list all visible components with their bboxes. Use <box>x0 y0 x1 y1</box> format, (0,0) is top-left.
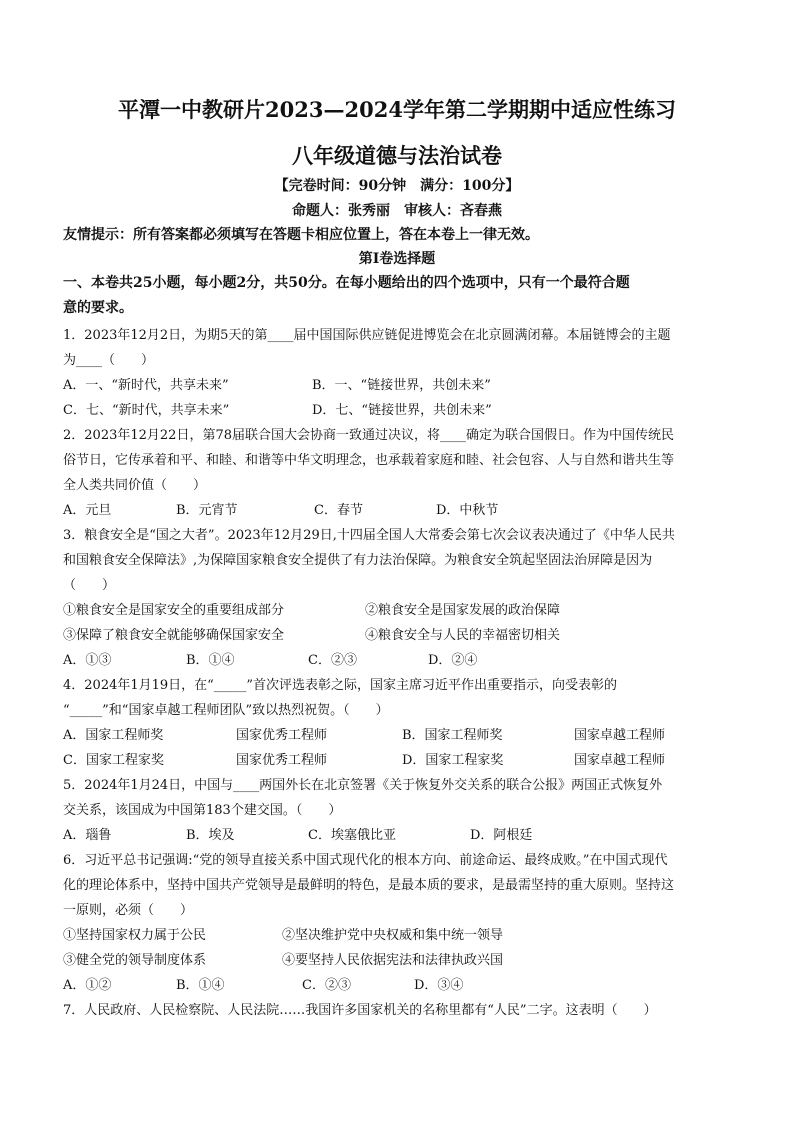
section-title: 第Ⅰ卷选择题 <box>358 251 436 267</box>
question-5-option-d: D．阿根廷 <box>470 828 533 843</box>
question-6-statement-1: ①坚持国家权力属于公民 <box>63 928 207 943</box>
exam-authors: 命题人：张秀丽 审核人：吝春燕 <box>292 203 502 219</box>
question-5-option-c: C．埃塞俄比亚 <box>308 828 396 843</box>
question-1-option-d: D．七、“链接世界，共创未来” <box>312 403 492 418</box>
question-4-option-d-2: 国家卓越工程师 <box>574 753 666 768</box>
question-4-line-2: “_____”和“国家卓越工程师团队”致以热烈祝贺。（ ） <box>63 703 389 718</box>
question-2-option-d: D．中秋节 <box>436 503 499 518</box>
question-1-line-1: 1．2023年12月2日，为期5天的第____届中国国际供应链促进博览会在北京圆满闭幕。本届链博会的主题 <box>63 328 671 343</box>
question-4-line-1: 4．2024年1月19日，在“_____”首次评选表彰之际，国家主席习近平作出重要指示，向受表彰的 <box>63 678 617 693</box>
question-2-line-1: 2．2023年12月22日，第78届联合国大会协商一致通过决议，将____确定为联合国假日。作为中国传统民 <box>63 428 674 443</box>
question-4-option-b-1: B．国家工程师奖 <box>402 728 503 743</box>
question-6-line-3: 一原则，必须（ ） <box>63 903 194 918</box>
question-5-line-2: 交关系，该国成为中国第183个建交国。（ ） <box>63 803 342 818</box>
question-6-line-2: 化的理论体系中，坚持中国共产党领导是最鲜明的特色，是最本质的要求，是最需坚持的重大原则。坚持这 <box>63 878 675 893</box>
question-2-option-b: B．元宵节 <box>176 503 238 518</box>
question-5-line-1: 5．2024年1月24日，中国与____两国外长在北京签署《关于恢复外交关系的联合公报》两国正式恢复外 <box>63 778 663 793</box>
question-3-statement-3: ③保障了粮食安全就能够确保国家安全 <box>63 628 285 643</box>
question-4-option-b-2: 国家卓越工程师 <box>574 728 666 743</box>
question-5-option-a: A．瑙鲁 <box>63 828 112 843</box>
question-4-option-c-2: 国家优秀工程师 <box>236 753 328 768</box>
question-1-line-2: 为____（ ） <box>63 353 155 368</box>
question-6-statement-3: ③健全党的领导制度体系 <box>63 953 207 968</box>
question-3-option-a: A．①③ <box>63 653 112 668</box>
question-3-statement-1: ①粮食安全是国家安全的重要组成部分 <box>63 603 285 618</box>
question-7-line-1: 7．人民政府、人民检察院、人民法院……我国许多国家机关的名称里都有“人民”二字。这表明（ ） <box>63 1003 657 1018</box>
instructions-line-2: 意的要求。 <box>63 300 133 316</box>
question-1-option-a: A．一、“新时代，共享未来” <box>63 378 229 393</box>
question-1-option-c: C．七、“新时代，共享未来” <box>63 403 230 418</box>
question-2-option-c: C．春节 <box>314 503 363 518</box>
question-6-option-a: A．①② <box>63 978 112 993</box>
question-4-option-c-1: C．国家工程家奖 <box>63 753 164 768</box>
question-4-option-a-2: 国家优秀工程师 <box>236 728 328 743</box>
question-2-option-a: A．元旦 <box>63 503 112 518</box>
question-3-line-2: 和国粮食安全保障法》,为保障国家粮食安全提供了有力法治保障。为粮食安全筑起坚固法治屏障是因为 <box>63 553 653 568</box>
question-6-option-b: B．①④ <box>176 978 225 993</box>
question-4-option-a-1: A．国家工程师奖 <box>63 728 164 743</box>
question-6-statement-2: ②坚决维护党中央权威和集中统一领导 <box>282 928 504 943</box>
question-6-statement-4: ④要坚持人民依据宪法和法律执政兴国 <box>282 953 504 968</box>
question-3-line-1: 3．粮食安全是“国之大者”。2023年12月29日,十四届全国人大常委会第七次会议表决通过了《中华人民共 <box>63 528 675 543</box>
question-6-line-1: 6．习近平总书记强调:“党的领导直接关系中国式现代化的根本方向、前途命运、最终成败。”在中国式现代 <box>63 853 668 868</box>
question-6-option-c: C．②③ <box>302 978 351 993</box>
notice: 友情提示：所有答案都必须填写在答题卡相应位置上，答在本卷上一律无效。 <box>63 227 539 243</box>
question-5-option-b: B．埃及 <box>186 828 235 843</box>
question-4-option-d-1: D．国家工程家奖 <box>402 753 504 768</box>
exam-title: 平潭一中教研片2023—2024学年第二学期期中适应性练习 <box>118 97 676 122</box>
question-3-option-d: D．②④ <box>428 653 478 668</box>
exam-subtitle: 八年级道德与法治试卷 <box>292 143 502 168</box>
instructions-line-1: 一、本卷共25小题，每小题2分，共50分。在每小题给出的四个选项中，只有一个最符合题 <box>63 275 630 291</box>
question-1-option-b: B．一、“链接世界，共创未来” <box>312 378 491 393</box>
exam-info: 【完卷时间：90分钟 满分：100分】 <box>274 178 520 194</box>
question-3-option-c: C．②③ <box>308 653 357 668</box>
question-2-line-2: 俗节日，它传承着和平、和睦、和谐等中华文明理念，也承载着家庭和睦、社会包容、人与自然和谐共生等 <box>63 453 675 468</box>
question-3-option-b: B．①④ <box>186 653 235 668</box>
question-2-line-3: 全人类共同价值（ ） <box>63 478 207 493</box>
question-3-statement-2: ②粮食安全是国家发展的政治保障 <box>365 603 561 618</box>
question-3-line-3: （ ） <box>63 578 116 593</box>
question-6-option-d: D．③④ <box>414 978 464 993</box>
question-3-statement-4: ④粮食安全与人民的幸福密切相关 <box>365 628 561 643</box>
